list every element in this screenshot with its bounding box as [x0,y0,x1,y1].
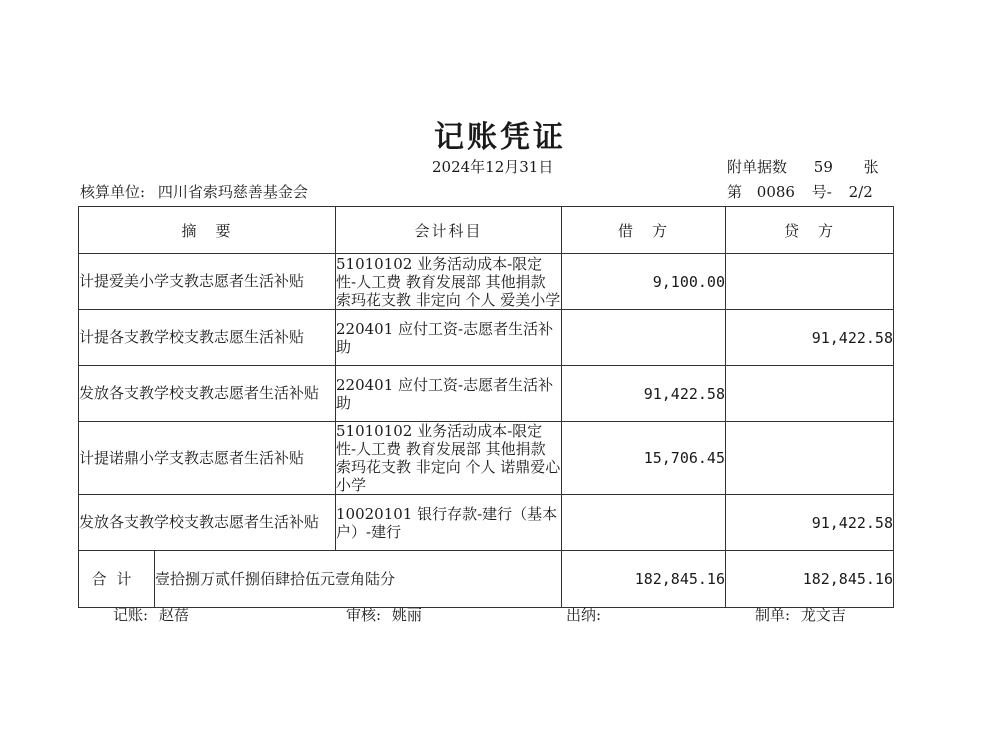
row-account: 220401 应付工资-志愿者生活补助 [336,366,562,422]
total-label-cell [79,551,562,608]
row-credit [726,422,894,495]
voucher-page: 2/2 [848,183,873,201]
attachment-unit: 张 [863,158,879,176]
header-row [79,207,894,254]
attachment-count [727,156,879,177]
bookkeeper [113,604,189,625]
row-credit: 91,422.58 [726,495,894,551]
table-row [79,366,894,422]
preparer-name: 龙文吉 [800,606,846,624]
row-debit: 9,100.00 [562,254,726,310]
auditor-name: 姚丽 [391,606,422,624]
row-summary: 发放各支教学校支教志愿者生活补贴 [79,495,336,551]
row-debit: 91,422.58 [562,366,726,422]
row-debit [562,495,726,551]
row-debit: 15,706.45 [562,422,726,495]
accounting-unit [80,181,308,202]
row-summary: 计提诺鼎小学支教志愿者生活补贴 [79,422,336,495]
voucher-suffix: 号- [811,183,832,201]
attachment-label: 附单据数 [727,158,788,176]
table-row [79,310,894,366]
cashier-label: 出纳: [566,606,602,624]
total-row [79,551,894,608]
column-header-summary: 摘 要 [79,207,336,254]
row-credit: 91,422.58 [726,310,894,366]
row-account: 220401 应付工资-志愿者生活补助 [336,310,562,366]
row-summary: 发放各支教学校支教志愿者生活补贴 [79,366,336,422]
bookkeeper-name: 赵蓓 [158,606,189,624]
total-debit: 182,845.16 [562,551,726,608]
row-account: 10020101 银行存款-建行（基本户）-建行 [336,495,562,551]
column-header-credit: 贷 方 [726,207,894,254]
table-row [79,422,894,495]
unit-label: 核算单位: [80,183,146,201]
bookkeeper-label: 记账: [113,606,149,624]
unit-name: 四川省索玛慈善基金会 [157,183,308,201]
row-account: 51010102 业务活动成本-限定性-人工费 教育发展部 其他捐款 索玛花支教 非定向 个人 爱美小学 [336,254,561,309]
total-label: 合计 [79,551,155,607]
attachment-number: 59 [813,158,833,176]
voucher-table [78,206,894,608]
row-summary: 计提爱美小学支教志愿者生活补贴 [79,254,336,310]
row-summary: 计提各支教学校支教志愿生活补贴 [79,310,336,366]
voucher-title: 记账凭证 [434,120,566,155]
total-words: 壹拾捌万贰仟捌佰肆拾伍元壹角陆分 [155,570,396,588]
preparer [755,604,846,625]
row-credit [726,366,894,422]
voucher-number [727,181,873,202]
voucher-prefix: 第 [727,183,743,201]
cashier [566,604,607,625]
column-header-debit: 借 方 [562,207,726,254]
column-header-account: 会计科目 [336,207,562,254]
auditor [346,604,422,625]
voucher-date: 2024年12月31日 [432,158,554,176]
row-account: 51010102 业务活动成本-限定性-人工费 教育发展部 其他捐款 索玛花支教 非定向 个人 诺鼎爱心小学 [336,422,561,494]
row-debit [562,310,726,366]
preparer-label: 制单: [755,606,791,624]
table-row [79,495,894,551]
row-credit [726,254,894,310]
total-credit: 182,845.16 [726,551,894,608]
table-row [79,254,894,310]
auditor-label: 审核: [346,606,382,624]
voucher-number-value: 0086 [756,183,795,201]
